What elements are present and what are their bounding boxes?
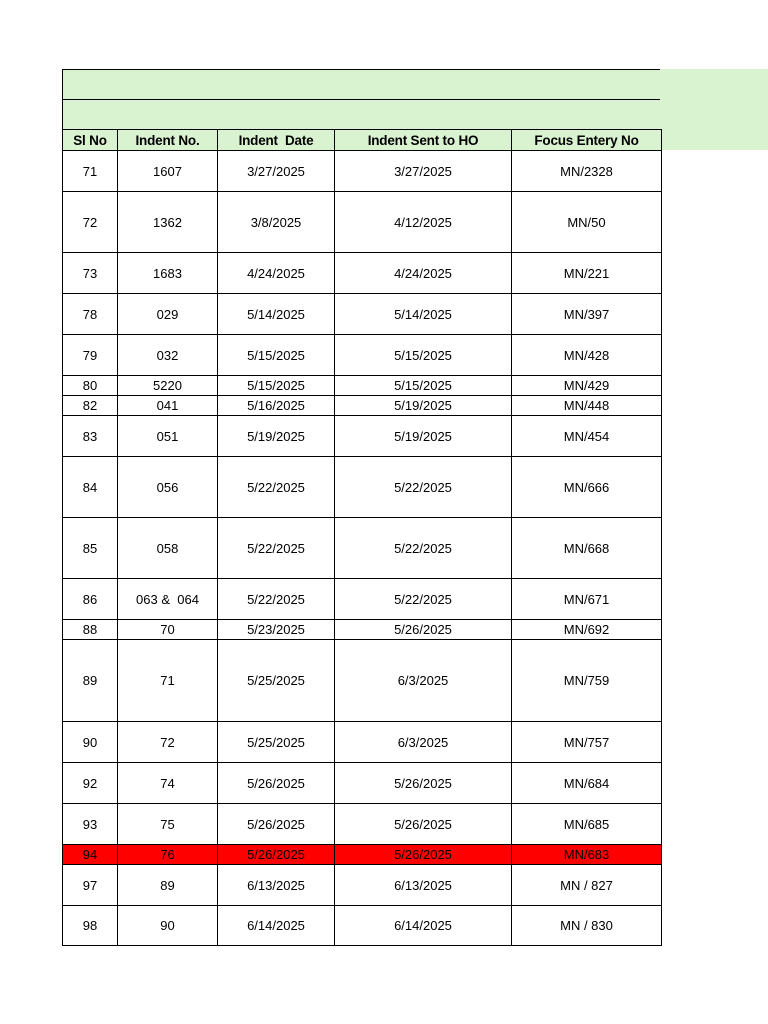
cell-indent-sent-to-ho[interactable]: 4/12/2025 (335, 192, 512, 253)
table-row (63, 192, 662, 253)
cell-indent-no[interactable]: 063 & 064 (118, 579, 218, 620)
cell-sl-no[interactable]: 82 (63, 396, 118, 416)
cell-focus-entry-no[interactable]: MN / 827 (512, 865, 662, 906)
cell-indent-no[interactable]: 70 (118, 620, 218, 640)
cell-indent-sent-to-ho[interactable]: 5/22/2025 (335, 457, 512, 518)
header-focus-entry-no[interactable]: Focus Entery No (512, 130, 662, 151)
table-row (63, 722, 662, 763)
cell-sl-no[interactable]: 92 (63, 763, 118, 804)
table-row (63, 294, 662, 335)
table-row (63, 763, 662, 804)
cell-indent-date[interactable]: 5/26/2025 (218, 804, 335, 845)
cell-indent-sent-to-ho[interactable]: 6/14/2025 (335, 906, 512, 946)
cell-indent-no[interactable]: 75 (118, 804, 218, 845)
cell-indent-sent-to-ho[interactable]: 6/13/2025 (335, 865, 512, 906)
cell-sl-no[interactable]: 84 (63, 457, 118, 518)
cell-indent-no[interactable]: 032 (118, 335, 218, 376)
cell-sl-no[interactable]: 79 (63, 335, 118, 376)
indent-table (62, 129, 662, 946)
cell-indent-no[interactable]: 71 (118, 640, 218, 722)
cell-indent-date[interactable]: 5/15/2025 (218, 335, 335, 376)
cell-sl-no[interactable]: 85 (63, 518, 118, 579)
table-row (63, 518, 662, 579)
cell-indent-sent-to-ho[interactable]: 3/27/2025 (335, 151, 512, 192)
table-row (63, 620, 662, 640)
table-row (63, 416, 662, 457)
table-row (63, 640, 662, 722)
cell-focus-entry-no[interactable]: MN/692 (512, 620, 662, 640)
cell-indent-no[interactable]: 051 (118, 416, 218, 457)
cell-focus-entry-no[interactable]: MN/683 (512, 845, 662, 865)
cell-focus-entry-no[interactable]: MN/221 (512, 253, 662, 294)
cell-indent-sent-to-ho[interactable]: 5/14/2025 (335, 294, 512, 335)
cell-indent-sent-to-ho[interactable]: 5/19/2025 (335, 396, 512, 416)
table-row (63, 865, 662, 906)
cell-focus-entry-no[interactable]: MN / 830 (512, 906, 662, 946)
cell-focus-entry-no[interactable]: MN/428 (512, 335, 662, 376)
cell-indent-no[interactable]: 76 (118, 845, 218, 865)
cell-sl-no[interactable]: 80 (63, 376, 118, 396)
cell-focus-entry-no[interactable]: MN/685 (512, 804, 662, 845)
cell-focus-entry-no[interactable]: MN/671 (512, 579, 662, 620)
cell-indent-date[interactable]: 5/22/2025 (218, 457, 335, 518)
cell-indent-date[interactable]: 6/14/2025 (218, 906, 335, 946)
cell-indent-date[interactable]: 5/26/2025 (218, 763, 335, 804)
cell-focus-entry-no[interactable]: MN/666 (512, 457, 662, 518)
table-row (63, 151, 662, 192)
cell-focus-entry-no[interactable]: MN/448 (512, 396, 662, 416)
table-row (63, 457, 662, 518)
cell-indent-date[interactable]: 4/24/2025 (218, 253, 335, 294)
cell-indent-no[interactable]: 72 (118, 722, 218, 763)
cell-focus-entry-no[interactable]: MN/684 (512, 763, 662, 804)
cell-indent-date[interactable]: 5/22/2025 (218, 518, 335, 579)
cell-indent-date[interactable]: 5/14/2025 (218, 294, 335, 335)
header-indent-no[interactable]: Indent No. (118, 130, 218, 151)
cell-indent-sent-to-ho[interactable]: 5/15/2025 (335, 376, 512, 396)
cell-sl-no[interactable]: 71 (63, 151, 118, 192)
cell-indent-no[interactable]: 1362 (118, 192, 218, 253)
cell-indent-no[interactable]: 5220 (118, 376, 218, 396)
cell-sl-no[interactable]: 83 (63, 416, 118, 457)
cell-sl-no[interactable]: 88 (63, 620, 118, 640)
header-indent-date[interactable]: Indent Date (218, 130, 335, 151)
cell-sl-no[interactable]: 97 (63, 865, 118, 906)
cell-indent-date[interactable]: 5/19/2025 (218, 416, 335, 457)
cell-indent-no[interactable]: 029 (118, 294, 218, 335)
header-sl-no[interactable]: Sl No (63, 130, 118, 151)
cell-indent-sent-to-ho[interactable]: 5/26/2025 (335, 763, 512, 804)
header-indent-sent-to-ho[interactable]: Indent Sent to HO (335, 130, 512, 151)
cell-indent-date[interactable]: 5/16/2025 (218, 396, 335, 416)
cell-indent-sent-to-ho[interactable]: 5/22/2025 (335, 579, 512, 620)
cell-indent-date[interactable]: 5/23/2025 (218, 620, 335, 640)
cell-focus-entry-no[interactable]: MN/2328 (512, 151, 662, 192)
cell-sl-no[interactable]: 98 (63, 906, 118, 946)
cell-indent-date[interactable]: 6/13/2025 (218, 865, 335, 906)
table-row (63, 376, 662, 396)
cell-indent-no[interactable]: 1683 (118, 253, 218, 294)
cell-sl-no[interactable]: 73 (63, 253, 118, 294)
cell-sl-no[interactable]: 72 (63, 192, 118, 253)
title-band-divider (62, 99, 660, 100)
cell-indent-no[interactable]: 74 (118, 763, 218, 804)
cell-indent-date[interactable]: 5/15/2025 (218, 376, 335, 396)
cell-indent-sent-to-ho[interactable]: 6/3/2025 (335, 722, 512, 763)
table-row (63, 906, 662, 946)
cell-indent-date[interactable]: 5/26/2025 (218, 845, 335, 865)
cell-indent-sent-to-ho[interactable]: 5/26/2025 (335, 845, 512, 865)
cell-indent-sent-to-ho[interactable]: 5/19/2025 (335, 416, 512, 457)
header-row (63, 130, 662, 151)
cell-indent-sent-to-ho[interactable]: 5/26/2025 (335, 804, 512, 845)
cell-indent-sent-to-ho[interactable]: 5/22/2025 (335, 518, 512, 579)
cell-indent-date[interactable]: 3/27/2025 (218, 151, 335, 192)
cell-sl-no[interactable]: 78 (63, 294, 118, 335)
table-row (63, 396, 662, 416)
cell-indent-sent-to-ho[interactable]: 5/26/2025 (335, 620, 512, 640)
cell-indent-no[interactable]: 058 (118, 518, 218, 579)
cell-sl-no[interactable]: 94 (63, 845, 118, 865)
cell-focus-entry-no[interactable]: MN/759 (512, 640, 662, 722)
cell-sl-no[interactable]: 86 (63, 579, 118, 620)
cell-indent-date[interactable]: 5/25/2025 (218, 722, 335, 763)
cell-sl-no[interactable]: 89 (63, 640, 118, 722)
cell-indent-sent-to-ho[interactable]: 5/15/2025 (335, 335, 512, 376)
cell-indent-date[interactable]: 5/25/2025 (218, 640, 335, 722)
cell-indent-no[interactable]: 89 (118, 865, 218, 906)
cell-focus-entry-no[interactable]: MN/757 (512, 722, 662, 763)
title-band-top-border (62, 69, 660, 70)
table-row (63, 804, 662, 845)
cell-indent-no[interactable]: 041 (118, 396, 218, 416)
cell-focus-entry-no[interactable]: MN/454 (512, 416, 662, 457)
table-row (63, 253, 662, 294)
table-row (63, 335, 662, 376)
table-row-highlighted (63, 845, 662, 865)
cell-sl-no[interactable]: 90 (63, 722, 118, 763)
cell-indent-sent-to-ho[interactable]: 6/3/2025 (335, 640, 512, 722)
table-row (63, 579, 662, 620)
cell-indent-sent-to-ho[interactable]: 4/24/2025 (335, 253, 512, 294)
cell-indent-no[interactable]: 90 (118, 906, 218, 946)
cell-focus-entry-no[interactable]: MN/397 (512, 294, 662, 335)
cell-focus-entry-no[interactable]: MN/668 (512, 518, 662, 579)
cell-indent-no[interactable]: 1607 (118, 151, 218, 192)
cell-indent-date[interactable]: 5/22/2025 (218, 579, 335, 620)
cell-focus-entry-no[interactable]: MN/429 (512, 376, 662, 396)
cell-sl-no[interactable]: 93 (63, 804, 118, 845)
cell-indent-date[interactable]: 3/8/2025 (218, 192, 335, 253)
cell-indent-no[interactable]: 056 (118, 457, 218, 518)
cell-focus-entry-no[interactable]: MN/50 (512, 192, 662, 253)
